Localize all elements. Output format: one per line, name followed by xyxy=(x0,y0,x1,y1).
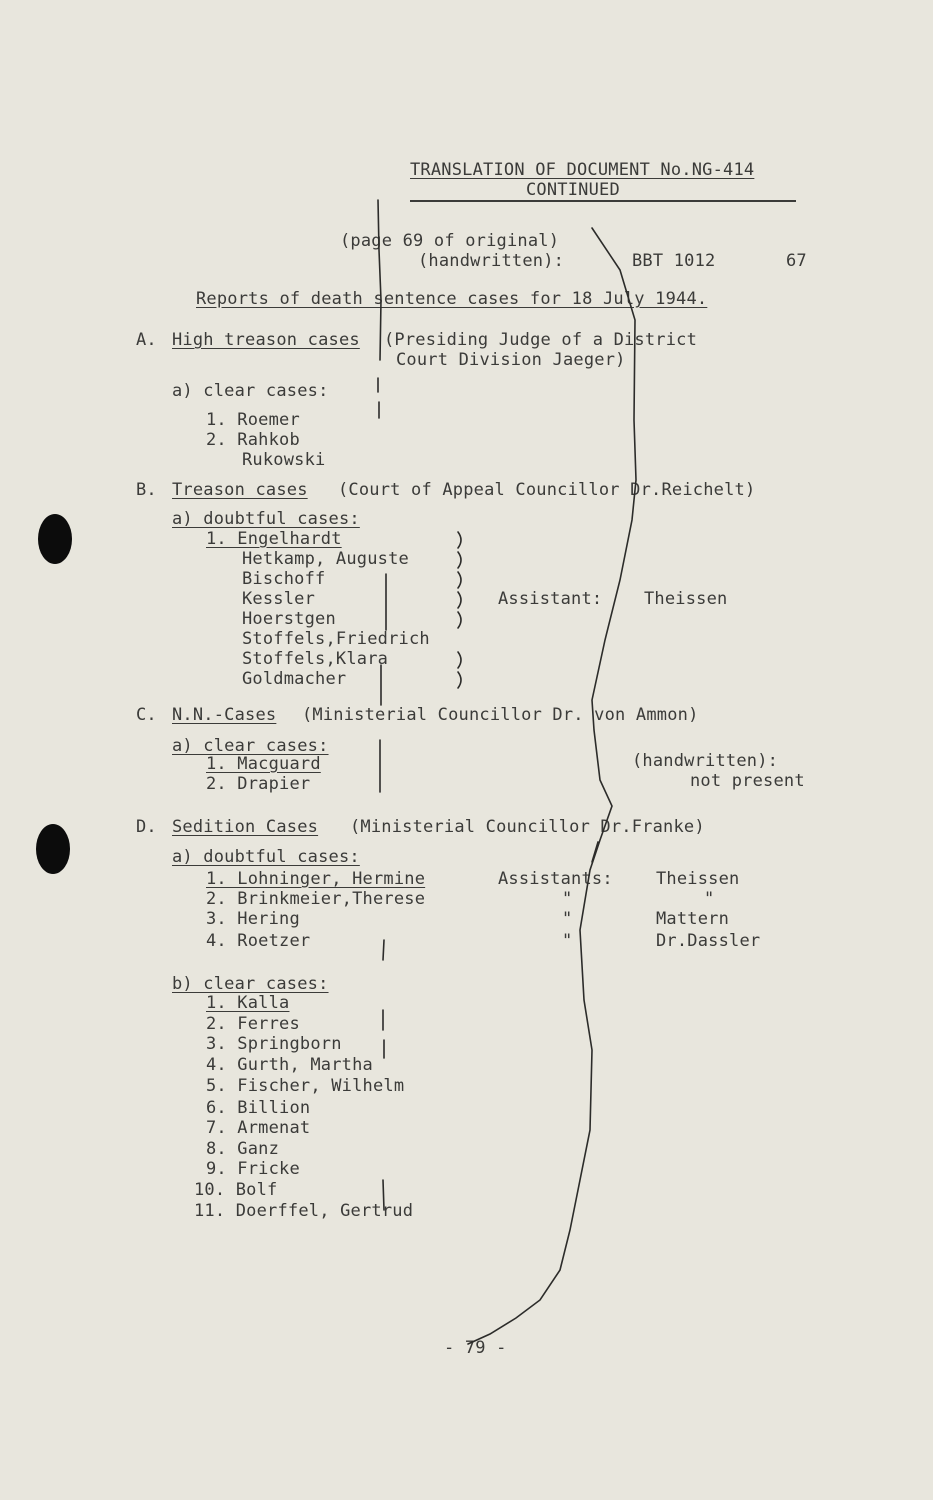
section-d-assistant-3: Mattern xyxy=(656,909,730,929)
page-number: 67 xyxy=(786,251,807,271)
section-d-clear-10: 10. Bolf xyxy=(194,1180,278,1200)
section-d-clear-8: 8. Ganz xyxy=(206,1139,280,1159)
section-d-clear-6: 6. Billion xyxy=(206,1098,311,1118)
section-d-clear-7: 7. Armenat xyxy=(206,1118,311,1138)
document-code: BBT 1012 xyxy=(632,251,716,271)
section-d-assistants-label: Assistants: xyxy=(498,869,613,889)
section-b-name-7: Stoffels,Klara xyxy=(242,649,389,669)
document-header-continued: CONTINUED xyxy=(526,180,620,200)
pen-paren-2 xyxy=(458,552,461,568)
pen-tick-d xyxy=(592,842,598,862)
section-d-assistant-4: Dr.Dassler xyxy=(656,931,761,951)
section-b-subheading: a) doubtful cases: xyxy=(172,509,360,529)
section-c-subheading: a) clear cases: xyxy=(172,736,329,756)
section-d-doubtful-3: 3. Hering xyxy=(206,909,300,929)
pen-paren-3 xyxy=(458,572,461,588)
section-a-judge-line2: Court Division Jaeger) xyxy=(396,350,626,370)
section-c-note-2: not present xyxy=(690,771,805,791)
section-a-name-2: 2. Rahkob xyxy=(206,430,300,450)
section-b-judge: (Court of Appeal Councillor Dr.Reichelt) xyxy=(338,480,756,500)
pen-line-left xyxy=(378,200,381,360)
section-c-note-1: (handwritten): xyxy=(632,751,779,771)
section-d-assistant-2: " xyxy=(704,889,715,909)
section-d-clear-5: 5. Fischer, Wilhelm xyxy=(206,1076,405,1096)
document-header: TRANSLATION OF DOCUMENT No.NG-414 xyxy=(410,160,755,180)
section-b-name-3: Bischoff xyxy=(242,569,326,589)
section-b-name-6: Stoffels,Friedrich xyxy=(242,629,430,649)
section-d-assistant-1: Theissen xyxy=(656,869,740,889)
section-b-name-5: Hoerstgen xyxy=(242,609,336,629)
section-b-assistant-label: Assistant: xyxy=(498,589,603,609)
pen-paren-4 xyxy=(458,592,461,608)
section-a-heading: High treason cases xyxy=(172,330,360,350)
section-d-subheading-a: a) doubtful cases: xyxy=(172,847,360,867)
section-b-name-1: 1. Engelhardt xyxy=(206,529,342,549)
section-d-clear-2: 2. Ferres xyxy=(206,1014,300,1034)
section-d-clear-11: 11. Doerffel, Gertrud xyxy=(194,1201,414,1221)
section-b-assistant-name: Theissen xyxy=(644,589,728,609)
section-a-subheading-label: a) clear cases: xyxy=(172,381,329,401)
section-d-doubtful-1: 1. Lohninger, Hermine xyxy=(206,869,426,889)
section-d-judge: (Ministerial Councillor Dr.Franke) xyxy=(350,817,705,837)
section-b-letter: B. xyxy=(136,480,157,500)
section-c-heading: N.N.-Cases xyxy=(172,705,277,725)
section-d-clear-4: 4. Gurth, Martha xyxy=(206,1055,373,1075)
section-b-name-8: Goldmacher xyxy=(242,669,347,689)
header-rule xyxy=(410,200,796,202)
section-b-heading: Treason cases xyxy=(172,480,308,500)
section-d-ditto-1: " xyxy=(562,889,573,909)
punch-hole-bottom xyxy=(36,824,70,874)
page-footer-number: - 79 - xyxy=(444,1338,507,1358)
section-d-letter: D. xyxy=(136,817,157,837)
page-title: Reports of death sentence cases for 18 July 1944. xyxy=(196,289,708,309)
section-c-judge: (Ministerial Councillor Dr. von Ammon) xyxy=(302,705,699,725)
section-d-ditto-2: " xyxy=(562,909,573,929)
punch-hole-top xyxy=(38,514,72,564)
section-d-subheading-b: b) clear cases: xyxy=(172,974,329,994)
pen-paren-5 xyxy=(458,612,461,628)
section-a-letter: A. xyxy=(136,330,157,350)
section-c-name-1: 1. Macguard xyxy=(206,754,321,774)
section-a-name-3: Rukowski xyxy=(242,450,326,470)
section-a-subheading xyxy=(172,381,329,401)
section-c-name-2: 2. Drapier xyxy=(206,774,311,794)
section-d-clear-1: 1. Kalla xyxy=(206,993,290,1013)
pen-paren-6 xyxy=(458,652,461,668)
section-d-doubtful-4: 4. Roetzer xyxy=(206,931,311,951)
section-c-letter: C. xyxy=(136,705,157,725)
pen-paren-7 xyxy=(458,672,461,688)
section-a-judge-line1: (Presiding Judge of a District xyxy=(384,330,698,350)
handwritten-label: (handwritten): xyxy=(418,251,565,271)
section-b-name-4: Kessler xyxy=(242,589,316,609)
section-d-heading: Sedition Cases xyxy=(172,817,319,837)
original-page-note: (page 69 of original) xyxy=(340,231,560,251)
section-b-name-2: Hetkamp, Auguste xyxy=(242,549,409,569)
section-d-ditto-3: " xyxy=(562,931,573,951)
section-d-clear-3: 3. Springborn xyxy=(206,1034,342,1054)
section-d-doubtful-2: 2. Brinkmeier,Therese xyxy=(206,889,426,909)
section-d-clear-9: 9. Fricke xyxy=(206,1159,300,1179)
pen-curve-main xyxy=(468,228,636,1344)
pen-paren-1 xyxy=(458,532,461,548)
section-a-name-1: 1. Roemer xyxy=(206,410,300,430)
